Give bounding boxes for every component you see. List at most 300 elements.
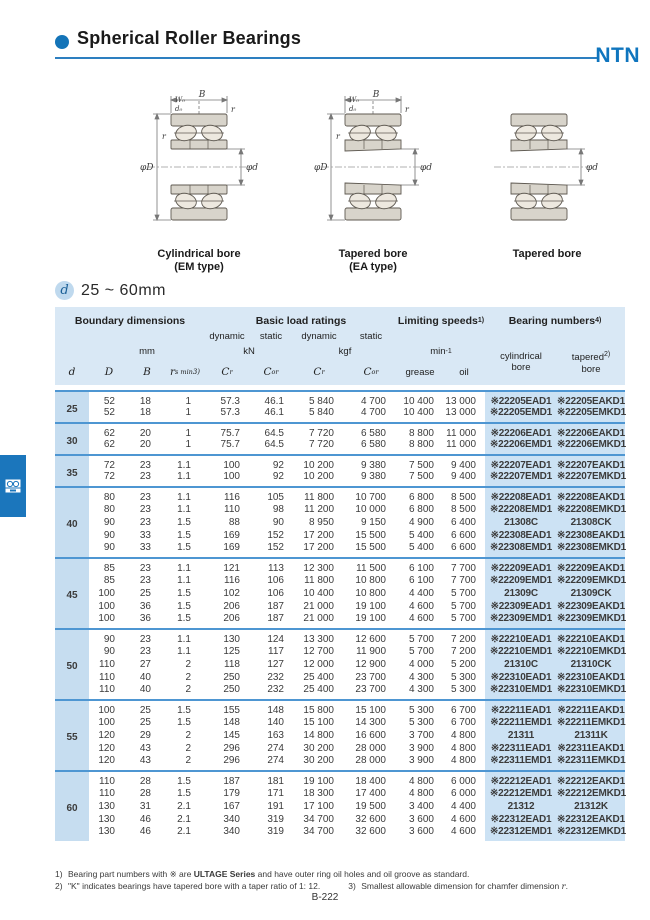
cell: 181 — [267, 776, 284, 787]
cell: 28 000 — [355, 743, 386, 754]
cell: 52 — [103, 407, 115, 418]
dim-label-phiD: φD — [140, 163, 154, 173]
cell: ※22311EMKD1 — [557, 755, 625, 771]
row-group — [55, 700, 625, 771]
cell: 43 — [139, 755, 151, 766]
cell: 100 — [223, 471, 240, 482]
dim-label-B: B — [372, 90, 380, 100]
cell: 152 — [267, 542, 284, 553]
cell: 10 400 — [303, 588, 334, 599]
cell: 17 100 — [303, 801, 334, 812]
cell: ※22311EAKD1 — [557, 743, 625, 754]
table-row — [55, 558, 625, 574]
cell: 62 — [103, 439, 115, 450]
cell: 17 200 — [303, 542, 334, 553]
cell: 21312 — [485, 800, 557, 813]
cell: 3 600 — [408, 826, 434, 837]
cell: 33 — [139, 542, 151, 553]
cell: 4 600 — [450, 814, 476, 825]
cell: 11 800 — [304, 575, 334, 586]
cell: ※22311EAD1 — [485, 742, 557, 755]
cell: 5 700 — [450, 613, 476, 624]
cell: 31 — [139, 801, 151, 812]
cell: ※22309EMKD1 — [557, 613, 625, 629]
cell: 4 900 — [408, 517, 434, 528]
cell: 21312K — [557, 800, 625, 813]
cell: 21308CK — [557, 516, 625, 529]
row-group — [55, 423, 625, 455]
table-row — [55, 600, 625, 613]
cell: 29 — [139, 730, 151, 741]
dim-label-r-inner: r — [336, 132, 340, 141]
cell: 1.1 — [177, 646, 191, 657]
cell: 130 — [98, 814, 115, 825]
cell: 1.5 — [177, 613, 191, 624]
cell: 5 840 — [308, 396, 334, 407]
cell: 1.5 — [177, 717, 191, 728]
cell: 148 — [267, 705, 284, 716]
table-row — [55, 574, 625, 587]
header-cylindrical-bore: cylindrical bore — [500, 351, 542, 373]
footnote-text: Bearing part numbers with ※ are ULTAGE Series and have outer ring oil holes and oil groove as standard. — [68, 869, 470, 879]
cell: 179 — [223, 788, 240, 799]
cell: 2 — [185, 659, 191, 670]
cell: 62 — [103, 428, 115, 439]
cell: 23 — [139, 517, 151, 528]
row-group — [55, 391, 625, 423]
cell: 10 800 — [355, 588, 386, 599]
cell: 124 — [267, 634, 284, 645]
cell: 6 700 — [450, 717, 476, 728]
header-limiting-speeds: Limiting speeds 1) — [397, 314, 485, 327]
cell: ※22211EAD1 — [485, 700, 557, 716]
cell: 12 300 — [303, 563, 334, 574]
cell: 72 — [103, 460, 115, 471]
cell: 187 — [267, 601, 284, 612]
cell: 28 000 — [355, 755, 386, 766]
cell: 7 200 — [450, 634, 476, 645]
cell: 2 — [185, 684, 191, 695]
dim-label-r-outer: r — [405, 105, 409, 114]
symbol-D: D — [104, 366, 114, 378]
cell: 130 — [223, 634, 240, 645]
header-dynamic-kn: dynamic — [209, 331, 245, 342]
table-row — [55, 671, 625, 684]
cell: 7 720 — [308, 428, 334, 439]
cell: ※22206EMKD1 — [557, 439, 625, 455]
table-row — [55, 516, 625, 529]
dim-label-W: W₀ — [349, 96, 360, 104]
cell: 90 — [103, 530, 115, 541]
cell: ※22309EAKD1 — [557, 601, 625, 612]
cell: 187 — [267, 613, 284, 624]
cell: 75.7 — [220, 439, 240, 450]
cell: 75.7 — [220, 428, 240, 439]
cell: 72 — [103, 471, 115, 482]
cell: 8 500 — [450, 504, 476, 515]
cell: 250 — [223, 684, 240, 695]
cell: 7 700 — [450, 563, 476, 574]
cell: 13 000 — [445, 396, 476, 407]
cell: 7 500 — [408, 471, 434, 482]
cell: 110 — [224, 504, 240, 515]
table-row — [55, 813, 625, 826]
cell: 23 — [139, 471, 151, 482]
cell: 100 — [98, 705, 115, 716]
cell: 21311 — [485, 729, 557, 742]
cell: 4 800 — [450, 755, 476, 766]
cell: 33 — [139, 530, 151, 541]
cell: 11 000 — [446, 439, 476, 450]
cell: 130 — [98, 826, 115, 837]
table-row — [55, 391, 625, 407]
cell: ※22210EAD1 — [485, 629, 557, 645]
cell: 110 — [99, 684, 115, 695]
table-row — [55, 503, 625, 516]
cell: 9 400 — [450, 460, 476, 471]
cell: 116 — [224, 575, 240, 586]
cell: ※22208EAD1 — [485, 487, 557, 503]
cell: 6 100 — [408, 563, 434, 574]
cell: 1 — [185, 428, 191, 439]
table-row — [55, 684, 625, 700]
cell: 4 600 — [408, 613, 434, 624]
table-row — [55, 471, 625, 487]
cell: 21308C — [485, 516, 557, 529]
dim-label-r-outer: r — [231, 105, 235, 114]
cell: ※22212EAD1 — [485, 771, 557, 787]
cell: 10 000 — [355, 504, 386, 515]
row-group — [55, 455, 625, 487]
cell: 5 840 — [308, 407, 334, 418]
cell: 4 800 — [408, 776, 434, 787]
symbol-B: B — [143, 366, 151, 378]
table-row — [55, 826, 625, 841]
cell: 171 — [267, 788, 284, 799]
footnote-text: Smallest allowable dimension for chamfer dimension r. — [361, 880, 568, 892]
cell: 117 — [268, 646, 284, 657]
cell: 5 300 — [408, 717, 434, 728]
cell: 319 — [267, 826, 284, 837]
cell: ※22205EMD1 — [485, 407, 557, 423]
cell: ※22206EAD1 — [485, 423, 557, 439]
row-group — [55, 558, 625, 629]
cell: 6 580 — [360, 439, 386, 450]
cell: 10 800 — [355, 575, 386, 586]
cell: 7 500 — [408, 460, 434, 471]
cell: 34 700 — [303, 826, 334, 837]
cell: 4 700 — [360, 407, 386, 418]
symbol-Cr-kn: C r — [221, 366, 233, 378]
cell: 7 200 — [450, 646, 476, 657]
figure-caption — [292, 248, 454, 274]
row-group — [55, 629, 625, 700]
cell: ※22308EAD1 — [485, 529, 557, 542]
dim-label-phiD: φD — [314, 163, 328, 173]
table-row — [55, 529, 625, 542]
cell: 125 — [223, 646, 240, 657]
cell: ※22310EAD1 — [485, 671, 557, 684]
cell: ※22310EMKD1 — [557, 684, 625, 700]
cell: 1.1 — [177, 504, 191, 515]
cell: 6 580 — [360, 428, 386, 439]
cell: 10 400 — [403, 396, 434, 407]
cell: 21310CK — [557, 658, 625, 671]
cell: 21311K — [557, 729, 625, 742]
cell: 23 — [139, 634, 151, 645]
cell: 18 400 — [355, 776, 386, 787]
cell: ※22205EAD1 — [485, 391, 557, 407]
cell: 28 — [139, 788, 151, 799]
cell: 2.1 — [177, 814, 191, 825]
ntn-logo: NTN — [595, 44, 640, 67]
unit-min: min -1 — [430, 345, 452, 357]
cell: 15 500 — [355, 542, 386, 553]
bearing-diagram-tapered — [466, 88, 628, 246]
cell: 20 — [139, 439, 151, 450]
cell: 46 — [139, 826, 151, 837]
table-header — [55, 307, 625, 385]
cell: 340 — [223, 826, 240, 837]
cell: 85 — [103, 575, 115, 586]
symbol-d: d — [68, 366, 76, 378]
cell: 25 400 — [303, 672, 334, 683]
cell: 110 — [99, 659, 115, 670]
cell: 8 800 — [408, 428, 434, 439]
cell: 4 000 — [408, 659, 434, 670]
cell: 6 000 — [450, 788, 476, 799]
footnote-number: 2) — [55, 880, 63, 891]
cell: 21309CK — [557, 587, 625, 600]
cell: 64.5 — [264, 428, 284, 439]
cell: ※22308EMD1 — [485, 542, 557, 558]
cell: 12 900 — [355, 659, 386, 670]
cell: 1 — [185, 407, 191, 418]
cell: 5 700 — [408, 646, 434, 657]
cell: 2 — [185, 743, 191, 754]
figure-cylindrical-bore — [118, 88, 280, 274]
cell: 7 720 — [308, 439, 334, 450]
cell: 8 800 — [408, 439, 434, 450]
cell: 5 300 — [450, 672, 476, 683]
cell: 1.5 — [177, 705, 191, 716]
cell: 3 700 — [408, 730, 434, 741]
cell: 274 — [267, 743, 284, 754]
cell: 23 — [139, 460, 151, 471]
cell: 100 — [98, 613, 115, 624]
cell: ※22211EAKD1 — [557, 700, 625, 716]
group-bore-diameter: 40 — [55, 487, 89, 558]
cell: 340 — [223, 814, 240, 825]
unit-kgf: kgf — [338, 345, 352, 357]
cell: 163 — [267, 730, 284, 741]
dim-label-d0: d₀ — [349, 105, 357, 113]
cell: 4 300 — [408, 672, 434, 683]
group-bore-diameter: 60 — [55, 771, 89, 841]
cell: ※22312EAKD1 — [557, 814, 625, 825]
cell: 6 800 — [408, 504, 434, 515]
cell: 15 800 — [303, 705, 334, 716]
cell: 43 — [139, 743, 151, 754]
cell: 1.1 — [177, 460, 191, 471]
cell: ※22207EMD1 — [485, 471, 557, 487]
cell: 30 200 — [303, 743, 334, 754]
table-row — [55, 407, 625, 423]
cell: 4 800 — [408, 788, 434, 799]
table-row — [55, 423, 625, 439]
cell: 1.1 — [177, 471, 191, 482]
cell: 169 — [223, 530, 240, 541]
cell: 12 600 — [355, 634, 386, 645]
cell: ※22206EMD1 — [485, 439, 557, 455]
dim-label-r-inner: r — [162, 132, 166, 141]
footnote-number: 3) — [348, 880, 356, 891]
cell: 23 700 — [355, 672, 386, 683]
cell: 1.1 — [177, 492, 191, 503]
cell: 1.1 — [177, 575, 191, 586]
cell: 1 — [185, 396, 191, 407]
cell: 52 — [103, 396, 115, 407]
group-bore-diameter: 25 — [55, 391, 89, 423]
cell: 120 — [98, 743, 115, 754]
unit-kn: kN — [243, 345, 255, 357]
cell: 15 100 — [355, 705, 386, 716]
table-row — [55, 729, 625, 742]
cell: 6 600 — [450, 542, 476, 553]
dim-label-W: W₀ — [175, 96, 186, 104]
bearing-figures — [118, 88, 628, 274]
cell: 2.1 — [177, 801, 191, 812]
cell: 92 — [272, 460, 284, 471]
cell: 6 800 — [408, 492, 434, 503]
cell: 8 950 — [308, 517, 334, 528]
cell: 23 — [139, 504, 151, 515]
cell: 6 700 — [450, 705, 476, 716]
cell: 152 — [267, 530, 284, 541]
cell: 191 — [267, 801, 284, 812]
cell: 274 — [267, 755, 284, 766]
cell: 1.5 — [177, 601, 191, 612]
cell: 11 900 — [356, 646, 386, 657]
cell: 19 100 — [355, 601, 386, 612]
cell: 5 300 — [408, 705, 434, 716]
cell: 100 — [98, 717, 115, 728]
cell: ※22208EMD1 — [485, 503, 557, 516]
cell: 167 — [223, 801, 240, 812]
cell: 19 100 — [303, 776, 334, 787]
cell: ※22206EAKD1 — [557, 423, 625, 439]
cell: 15 100 — [303, 717, 334, 728]
header-boundary-dimensions: Boundary dimensions — [74, 314, 186, 327]
cell: ※22205EMKD1 — [557, 407, 625, 423]
table-row — [55, 439, 625, 455]
cell: 296 — [223, 755, 240, 766]
table-row — [55, 629, 625, 645]
cell: 11 000 — [446, 428, 476, 439]
cell: 23 — [139, 563, 151, 574]
symbol-Cor-kn: C or — [263, 366, 279, 378]
cell: 25 — [139, 588, 151, 599]
cell: ※22205EAKD1 — [557, 391, 625, 407]
cell: 9 380 — [360, 460, 386, 471]
cell: 1.5 — [177, 588, 191, 599]
cell: 32 600 — [355, 814, 386, 825]
page-title: Spherical Roller Bearings — [77, 28, 302, 48]
header-static-kn: static — [259, 331, 283, 342]
row-group — [55, 771, 625, 841]
size-range-label — [55, 281, 166, 300]
caption-line: (EA type) — [349, 261, 397, 273]
cell: 15 500 — [355, 530, 386, 541]
cell: 8 500 — [450, 492, 476, 503]
figure-tapered-bore-ea — [292, 88, 454, 274]
cell: 5 400 — [408, 542, 434, 553]
cell: 16 600 — [355, 730, 386, 741]
bearing-table — [55, 390, 625, 841]
cell: 5 700 — [450, 601, 476, 612]
cell: 46.1 — [264, 407, 284, 418]
figure-caption — [466, 248, 628, 261]
cell: 11 800 — [304, 492, 334, 503]
cell: 57.3 — [220, 407, 240, 418]
cell: ※22211EMKD1 — [557, 717, 626, 728]
cell: 6 400 — [450, 517, 476, 528]
size-range-text: 25 ~ 60mm — [81, 281, 166, 299]
cell: ※22207EMKD1 — [557, 471, 625, 487]
cell: 120 — [98, 755, 115, 766]
cell: 4 800 — [450, 730, 476, 741]
cell: 110 — [99, 788, 115, 799]
cell: 232 — [267, 684, 284, 695]
table-row — [55, 658, 625, 671]
cell: ※22311EMD1 — [485, 755, 557, 771]
dim-label-phid: φd — [420, 163, 433, 173]
cell: 90 — [103, 634, 115, 645]
cell: 98 — [272, 504, 284, 515]
cell: ※22209EAD1 — [485, 558, 557, 574]
table-row — [55, 542, 625, 558]
cell: 4 600 — [450, 826, 476, 837]
group-bore-diameter: 30 — [55, 423, 89, 455]
cell: 23 700 — [355, 684, 386, 695]
table-row — [55, 716, 625, 729]
cell: 206 — [223, 613, 240, 624]
cell: 106 — [267, 575, 284, 586]
cell: 130 — [98, 801, 115, 812]
table-row — [55, 755, 625, 771]
cell: 9 380 — [360, 471, 386, 482]
unit-mm: mm — [139, 345, 155, 357]
cell: 1.5 — [177, 788, 191, 799]
cell: 250 — [223, 672, 240, 683]
header-static-kgf: static — [359, 331, 383, 342]
page-number: B-222 — [311, 892, 339, 903]
cell: 5 400 — [408, 530, 434, 541]
cell: 18 — [139, 396, 151, 407]
caption-line: Tapered bore — [338, 248, 408, 260]
cell: 106 — [267, 588, 284, 599]
table-row — [55, 455, 625, 471]
cell: 120 — [98, 730, 115, 741]
table-row — [55, 587, 625, 600]
cell: ※22312EAD1 — [485, 813, 557, 826]
cell: ※22312EMD1 — [485, 826, 557, 841]
header-tapered-bore: tapered$^{2)}$ bore — [571, 351, 611, 375]
footnotes — [55, 869, 625, 893]
cell: 20 — [139, 428, 151, 439]
footnote-1 — [55, 869, 625, 881]
cell: 6 100 — [408, 575, 434, 586]
